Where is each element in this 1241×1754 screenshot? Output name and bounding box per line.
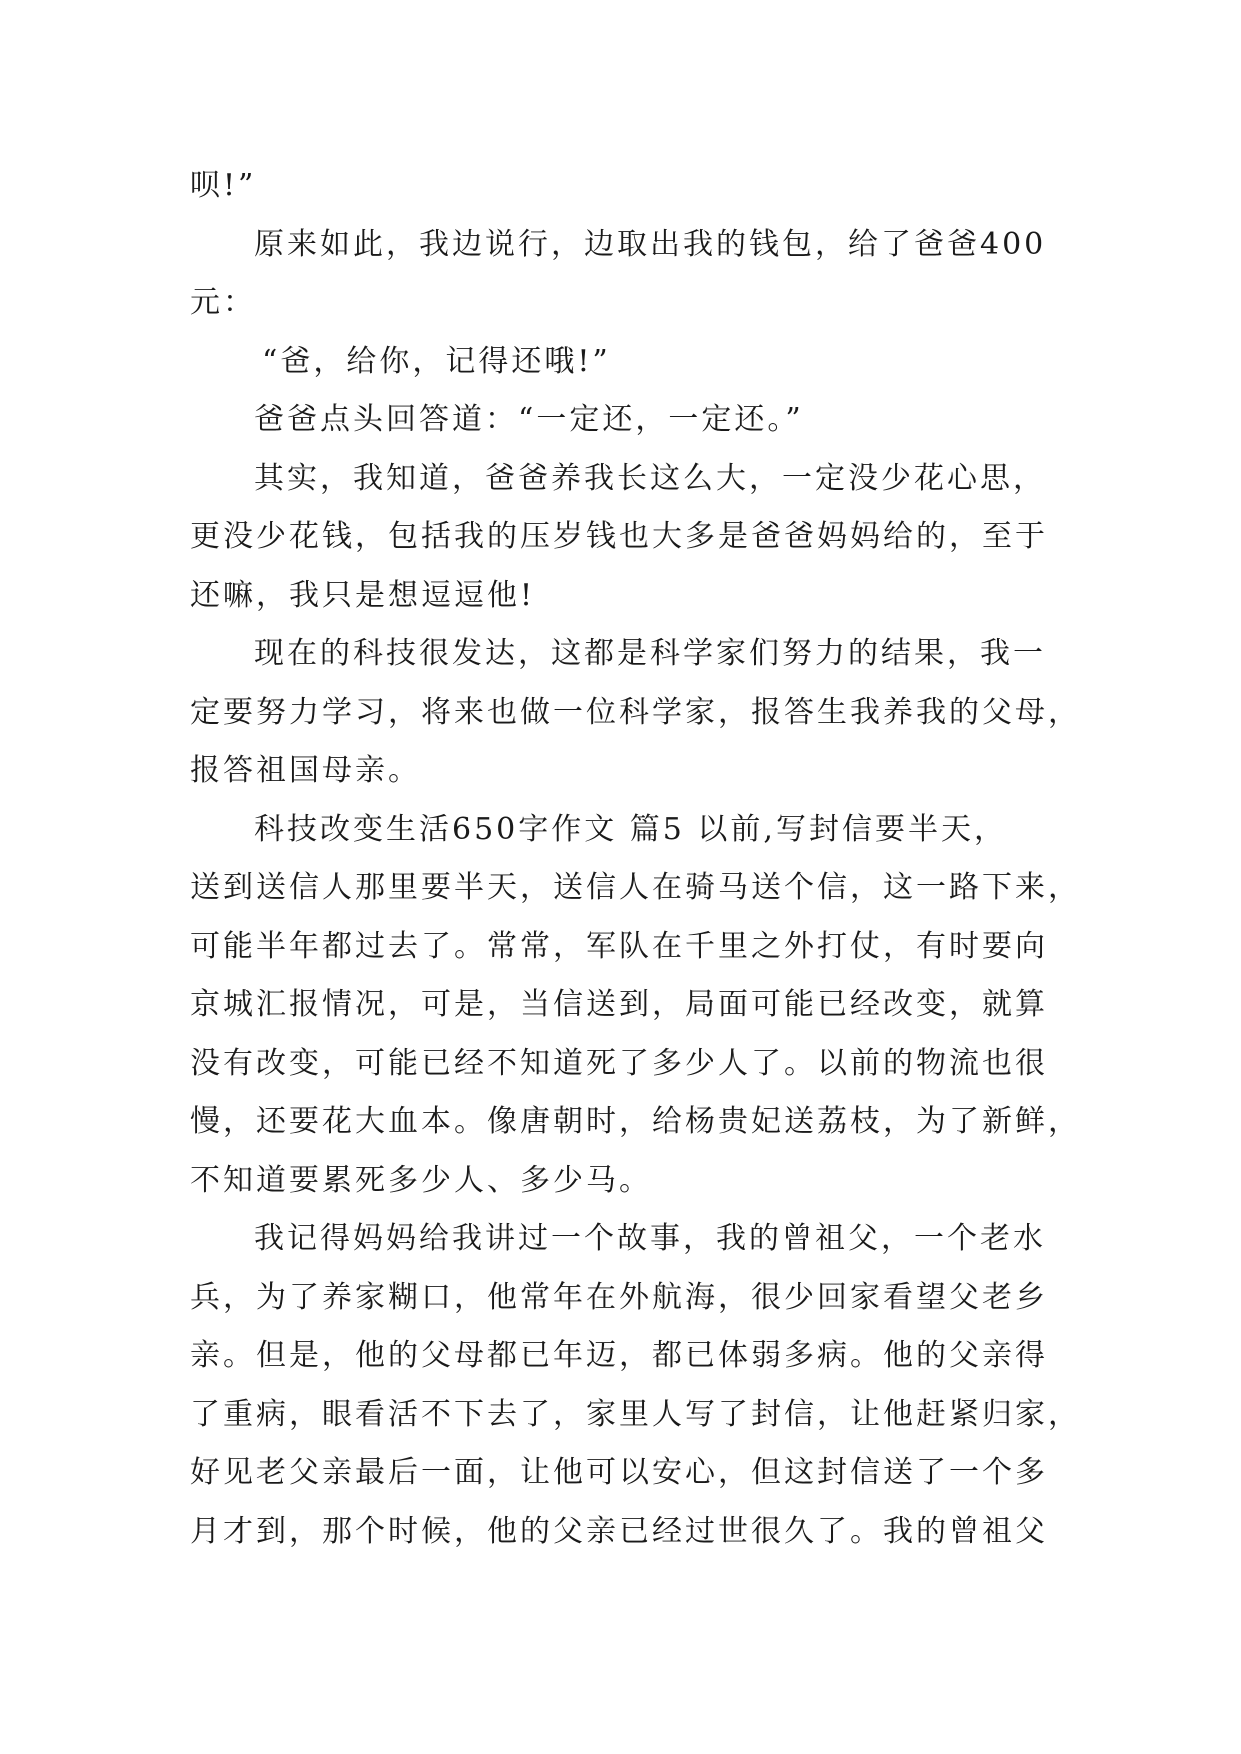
text-line: 呗!” [190,168,257,203]
text-line: 不知道要累死多少人、多少马。 [190,1162,652,1198]
text-line: 没有改变，可能已经不知道死了多少人了。以前的物流也很 [190,1045,1048,1081]
body-text [190,157,1081,1561]
text-line: 好见老父亲最后一面，让他可以安心，但这封信送了一个多 [190,1455,1048,1490]
text-line: 慢，还要花大血本。像唐朝时，给杨贵妃送荔枝，为了新鲜， [190,1104,1081,1139]
text-line: 我记得妈妈给我讲过一个故事，我的曾祖父，一个老水 [254,1221,1046,1256]
text-line: 元： [190,285,256,320]
text-line: 兵，为了养家糊口，他常年在外航海，很少回家看望父老乡 [190,1279,1048,1315]
text-line: 原来如此，我边说行，边取出我的钱包，给了爸爸400 [254,226,1047,262]
text-line: 还嘛，我只是想逗逗他! [190,577,536,613]
text-line: 其实，我知道，爸爸养我长这么大，一定没少花心思， [254,460,1046,496]
text-line: 定要努力学习，将来也做一位科学家，报答生我养我的父母， [190,694,1081,730]
text-line: 现在的科技很发达，这都是科学家们努力的结果，我一 [254,636,1046,671]
text-line: 京城汇报情况，可是，当信送到，局面可能已经改变，就算 [190,987,1048,1022]
text-line: 科技改变生活650字作文 篇5 以前,写封信要半天， [254,811,1007,847]
text-line: 送到送信人那里要半天，送信人在骑马送个信，这一路下来， [190,870,1081,905]
text-line: 爸爸点头回答道：“一定还，一定还。” [254,402,804,437]
text-line: 亲。但是，他的父母都已年迈，都已体弱多病。他的父亲得 [190,1338,1048,1373]
text-line: “爸，给你，记得还哦!” [262,343,611,379]
text-line: 月才到，那个时候，他的父亲已经过世很久了。我的曾祖父 [190,1513,1048,1549]
text-line: 更没少花钱，包括我的压岁钱也大多是爸爸妈妈给的，至于 [190,519,1048,554]
text-line: 了重病，眼看活不下去了，家里人写了封信，让他赶紧归家， [190,1396,1081,1432]
text-line: 可能半年都过去了。常常，军队在千里之外打仗，有时要向 [190,928,1048,964]
text-line: 报答祖国母亲。 [190,753,421,788]
